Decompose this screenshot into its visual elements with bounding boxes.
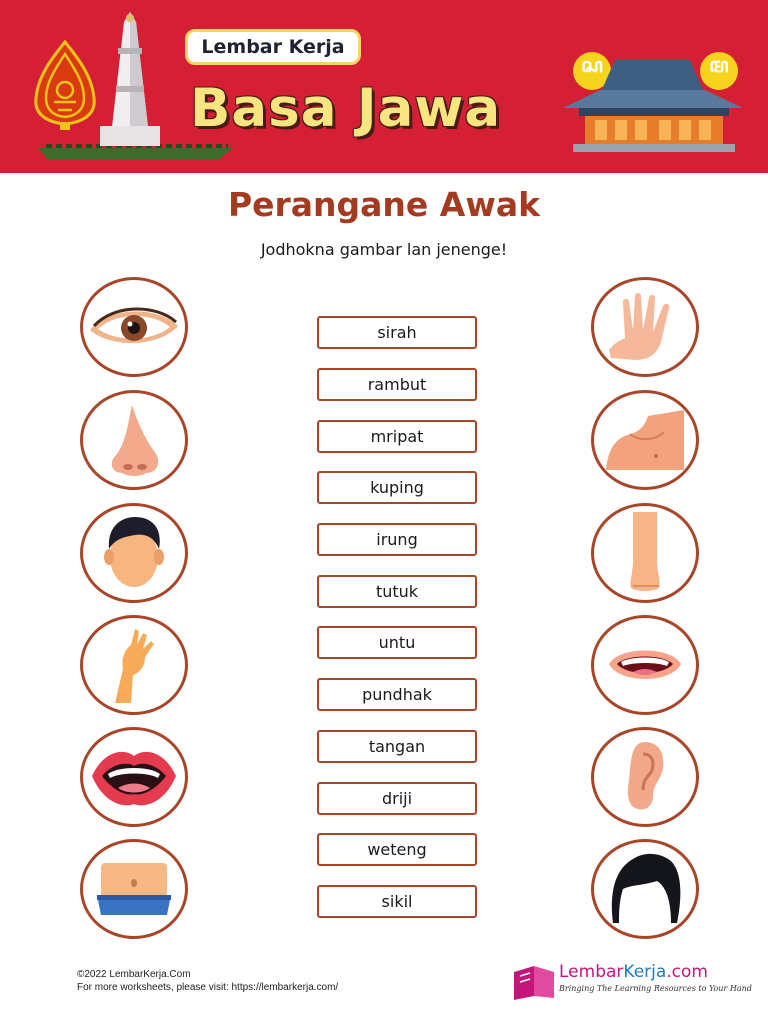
hair-icon [605, 849, 685, 929]
mouth-open-icon [88, 744, 180, 810]
instruction-text: Jodhokna gambar lan jenenge! [260, 240, 508, 259]
word-box-tangan[interactable]: tangan [317, 730, 477, 763]
brand-name: LembarKerja.com [559, 962, 708, 982]
head-icon [101, 513, 167, 593]
picture-circle-right[interactable] [591, 390, 699, 490]
picture-circle-left[interactable] [80, 839, 188, 939]
picture-circle-right[interactable] [591, 615, 699, 715]
word-box-pundhak[interactable]: pundhak [317, 678, 477, 711]
nose-icon [104, 403, 164, 478]
word-box-sikil[interactable]: sikil [317, 885, 477, 918]
worksheet-heading: Perangane Awak [227, 185, 541, 224]
books-logo-icon [512, 962, 556, 1000]
shoulder-icon [604, 408, 686, 472]
word-box-untu[interactable]: untu [317, 626, 477, 659]
palm-fingers-icon [605, 292, 685, 362]
footer-copyright [77, 968, 338, 994]
hand-raised-icon [109, 625, 159, 705]
copyright-text: ©2022 LembarKerja.Com [77, 969, 191, 980]
word-box-rambut[interactable]: rambut [317, 368, 477, 401]
eye-icon [86, 302, 182, 352]
leg-foot-icon [623, 512, 667, 594]
picture-circle-left[interactable] [80, 615, 188, 715]
header-banner [0, 0, 768, 173]
word-box-kuping[interactable]: kuping [317, 471, 477, 504]
visit-text[interactable]: For more worksheets, please visit: https://lembarkerja.com/ [77, 982, 339, 993]
word-box-tutuk[interactable]: tutuk [317, 575, 477, 608]
picture-circle-right[interactable] [591, 277, 699, 377]
word-box-mripat[interactable]: mripat [317, 420, 477, 453]
word-box-driji[interactable]: driji [317, 782, 477, 815]
word-box-weteng[interactable]: weteng [317, 833, 477, 866]
word-box-sirah[interactable]: sirah [317, 316, 477, 349]
picture-circle-left[interactable] [80, 727, 188, 827]
word-box-irung[interactable]: irung [317, 523, 477, 556]
mouth-teeth-icon [605, 640, 685, 690]
brand-logo[interactable] [512, 962, 752, 1002]
picture-circle-left[interactable] [80, 503, 188, 603]
ear-icon [623, 740, 667, 814]
javanese-script-badge-icon: ꦱ [573, 52, 611, 90]
belly-icon [91, 859, 177, 919]
worksheet-subtitle-badge: Lembar Kerja [185, 29, 361, 65]
main-title: Basa Jawa [190, 78, 502, 139]
picture-circle-right[interactable] [591, 727, 699, 827]
picture-circle-right[interactable] [591, 503, 699, 603]
picture-circle-left[interactable] [80, 390, 188, 490]
joglo-house-icon [555, 56, 750, 156]
javanese-script-badge-icon: ꦩ [700, 52, 738, 90]
brand-tagline: Bringing The Learning Resources to Your Hand [559, 984, 752, 993]
picture-circle-left[interactable] [80, 277, 188, 377]
picture-circle-right[interactable] [591, 839, 699, 939]
